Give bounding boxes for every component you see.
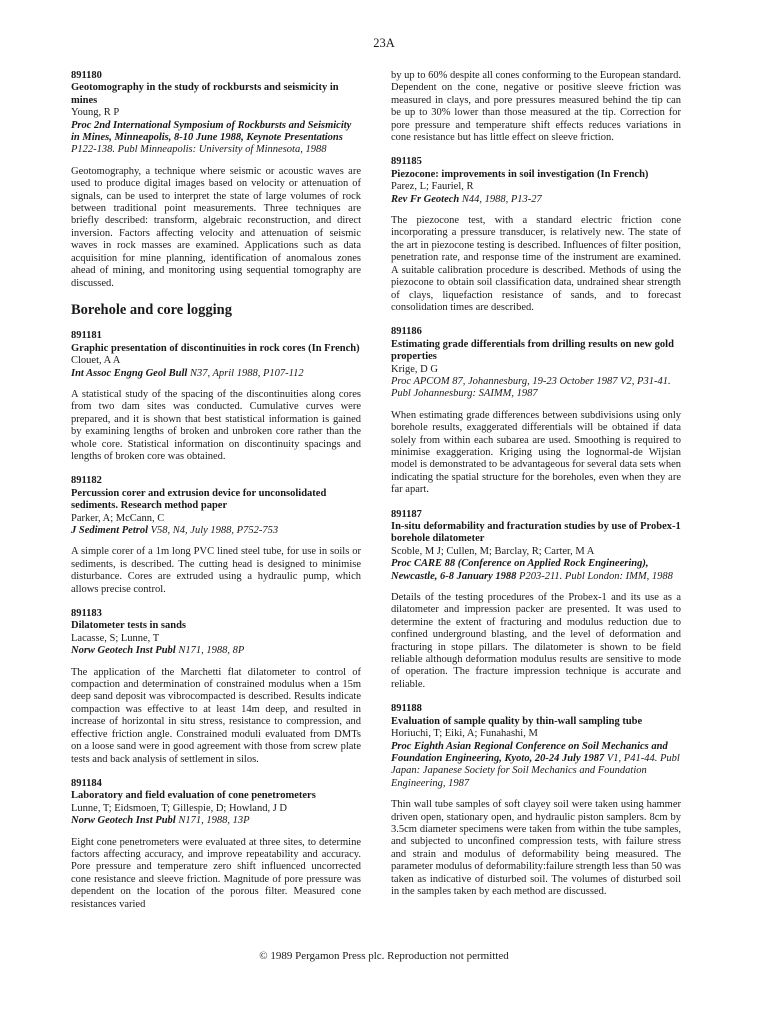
entry-source-bold: Norw Geotech Inst Publ bbox=[71, 815, 176, 827]
entry-id: 891187 bbox=[391, 508, 422, 520]
entry-891188 bbox=[391, 703, 681, 898]
entry-authors: Krige, D G bbox=[391, 363, 438, 375]
entry-891186 bbox=[391, 326, 681, 496]
entry-abstract: A statistical study of the spacing of the discontinuities along cores from two dam sites was conducted. Cumulative curves were prepared, and it is shown that best statistical information is gained by examining lengths of broken and unbroken core rather than the whole core. Statistical information on discontinuity spacings and lengths of broken core was obtained. bbox=[71, 388, 361, 462]
entry-abstract: Details of the testing procedures of the Probex-1 and its use as a dilatometer and impression packer are presented. It was used to determine the extent of fracturing and modulus reduction due to confined underground blasting, and the level of deformation and fracturing in stope pillars. The dilatometer is shown to be field reliable although deformation modulus results are sensitive to mode of operation. The fracture impression technique is accurate and reliable. bbox=[391, 592, 681, 690]
entry-source-rest: N171, 1988, 13P bbox=[175, 815, 250, 827]
entry-891183 bbox=[71, 608, 361, 766]
entry-source-rest: V58, N4, July 1988, P752-753 bbox=[148, 525, 279, 536]
entry-abstract: A simple corer of a 1m long PVC lined steel tube, for use in soils or sediments, is described. The cutting head is designed to minimise disturbance. Cores are extruded using a hydraulic pump, which allows precise control. bbox=[71, 546, 361, 595]
entry-title: Laboratory and field evaluation of cone penetrometers bbox=[71, 790, 316, 802]
entry-source-rest: N37, April 1988, P107-112 bbox=[187, 367, 304, 379]
entry-id: 891180 bbox=[71, 70, 102, 81]
entry-authors: Young, R P bbox=[71, 107, 120, 119]
entry-id: 891183 bbox=[71, 608, 102, 620]
entry-891182 bbox=[71, 475, 361, 596]
entry-authors: Scoble, M J; Cullen, M; Barclay, R; Carter, M A bbox=[391, 545, 595, 557]
entry-891187 bbox=[391, 509, 681, 692]
entry-id: 891181 bbox=[71, 330, 102, 342]
entry-source-bold: Norw Geotech Inst Publ bbox=[71, 645, 176, 657]
entry-source bbox=[71, 815, 361, 827]
entry-abstract: Geotomography, a technique where seismic or acoustic waves are used to produce digital images based on velocity or attenuation of signals, can be used to interpret the state of large volumes of rock between traditional point measurements. Three techniques are briefly described: transform, algebraic reconstruction, and direct inversion. Factors affecting velocity and attenuation of seismic waves in rock masses are examined. Applications such as data acquisition for mine planning, identification of anomalous zones ahead of mining, and monitoring using sequential tomography are discussed. bbox=[71, 165, 361, 289]
left-column bbox=[71, 70, 361, 923]
entry-title: Piezocone: improvements in soil investigation (In French) bbox=[391, 168, 649, 180]
entry-891185 bbox=[391, 156, 681, 314]
copyright-footer: © 1989 Pergamon Press plc. Reproduction not permitted bbox=[259, 950, 509, 962]
entry-title: Dilatometer tests in sands bbox=[71, 620, 187, 632]
entry-source bbox=[391, 741, 681, 791]
entry-891184 bbox=[71, 778, 361, 911]
entry-source-rest: Proc APCOM 87, Johannesburg, 19-23 October 1987 V2, P31-41. Publ Johannesburg: SAIMM, 1987 bbox=[391, 375, 671, 400]
entry-id: 891184 bbox=[71, 777, 102, 789]
entry-source-rest: N171, 1988, 8P bbox=[175, 645, 245, 657]
entry-authors: Parez, L; Fauriel, R bbox=[391, 181, 474, 193]
entry-source-rest: P203-211. Publ London: IMM, 1988 bbox=[516, 570, 673, 582]
entry-title: Evaluation of sample quality by thin-wall sampling tube bbox=[391, 715, 643, 727]
entry-source bbox=[391, 376, 681, 401]
section-heading: Borehole and core logging bbox=[71, 301, 232, 318]
entry-891184-continuation: by up to 60% despite all cones conforming to the European standard. Dependent on the cone, negative or positive sleeve friction was measured in clays, and pore pressures measured behind the tip can be up to 30% lower than those measured at the tip. Correction for pore pressure and temperature shift effects reduces variations in cone resistance but has little effect on sleeve friction. bbox=[391, 70, 681, 144]
entry-title: Percussion corer and extrusion device for unconsolidated sediments. Research method paper bbox=[71, 487, 327, 512]
entry-source bbox=[71, 368, 361, 380]
entry-891180 bbox=[71, 70, 361, 290]
entry-source-bold: Rev Fr Geotech bbox=[391, 193, 460, 205]
entry-source-bold: Proc Eighth Asian Regional Conference on Soil Mechanics and Foundation Engineering, Kyoto, 20-24 July 1987 bbox=[391, 740, 668, 764]
entry-source bbox=[391, 194, 681, 206]
entry-authors: Lunne, T; Eidsmoen, T; Gillespie, D; Howland, J D bbox=[71, 802, 288, 814]
entry-891181 bbox=[71, 330, 361, 463]
page-number: 23A bbox=[373, 36, 395, 50]
entry-id: 891188 bbox=[391, 703, 422, 715]
entry-authors: Clouet, A A bbox=[71, 355, 121, 367]
entry-abstract: The piezocone test, with a standard electric friction cone incorporating a pressure transducer, is relatively new. The state of the art in piezocone testing is described. Influences of filter position, penetration rate, and response time of the instrument are examined. A suitable calibration procedure is described. Methods of using the piezocone to obtain soil classification data, undrained shear strength of clays, liquefaction resistance of sands, and to forecast consolidation times are described. bbox=[391, 215, 681, 313]
entry-source-bold: Proc CARE 88 (Conference on Applied Rock Engineering), Newcastle, 6-8 January 1988 bbox=[391, 558, 649, 582]
right-column bbox=[391, 70, 681, 910]
entry-source bbox=[71, 525, 361, 537]
entry-id: 891186 bbox=[391, 326, 422, 338]
entry-source-bold: J Sediment Petrol bbox=[71, 525, 148, 536]
entry-source-rest: P122-138. Publ Minneapolis: University of Minnesota, 1988 bbox=[71, 144, 327, 156]
entry-source-rest: V1, P41-44. Publ Japan: Japanese Society for Soil Mechanics and Foundation Engineering, 1987 bbox=[391, 752, 680, 789]
entry-id: 891185 bbox=[391, 156, 422, 168]
entry-source bbox=[71, 120, 361, 157]
entry-authors: Parker, A; McCann, C bbox=[71, 512, 165, 524]
entry-source-bold: Proc 2nd International Symposium of Rockbursts and Seismicity in Mines, Minneapolis, 8-10 June 1988, Keynote Presentations bbox=[71, 119, 352, 144]
entry-authors: Lacasse, S; Lunne, T bbox=[71, 632, 160, 644]
entry-source-bold: Int Assoc Engng Geol Bull bbox=[71, 367, 188, 379]
entry-title: Geotomography in the study of rockbursts and seismicity in mines bbox=[71, 82, 339, 106]
entry-title: In-situ deformability and fracturation studies by use of Probex-1 borehole dilatometer bbox=[391, 521, 681, 545]
entry-abstract: The application of the Marchetti flat dilatometer to control of compaction and determination of constrained modulus when a 15m deep sand deposit was vibrocompacted is described. Results indicate compaction was effective to at least 14m deep, and resulted in increase of horizontal in situ stress, resistance to compression, and effective friction angle. Constrained moduli evaluated from DMTs on a loose sand were in good agreement with those from screw plate tests and back analysis of settlement in silos. bbox=[71, 666, 361, 765]
entry-source-rest: N44, 1988, P13-27 bbox=[459, 193, 542, 205]
entry-abstract: Eight cone penetrometers were evaluated at three sites, to determine factors affecting accuracy, and improve repeatability and accuracy. Pore pressure and temperature zero shift influenced uncorrected cone resistance and sleeve friction. Magnitude of pore pressure was dependent on the location of the porous filter. Measured cone resistances varied bbox=[71, 836, 361, 910]
entry-authors: Horiuchi, T; Eiki, A; Funahashi, M bbox=[391, 728, 538, 740]
entry-source bbox=[391, 558, 681, 583]
entry-id: 891182 bbox=[71, 475, 102, 487]
entry-source bbox=[71, 645, 361, 657]
entry-abstract: Thin wall tube samples of soft clayey soil were taken using hammer driven open, stationary open, and hydraulic piston samplers. 8cm by 3.5cm diameter specimens were taken from within the tube samples, and subjected to unconfined compression tests, with failure stress and strain and modulus of deformability being measured. The parameter modulus of deformability:failure strength less than 50 was taken as indicative of disturbed soil. The volumes of disturbed soil in the samples taken by each method are discussed. bbox=[391, 799, 681, 897]
entry-title: Graphic presentation of discontinuities in rock cores (In French) bbox=[71, 342, 360, 354]
entry-abstract: When estimating grade differences between subdivisions using only borehole results, exaggerated differentials will be obtained if data solely from within each subarea are used. Smoothing is required to minimise exaggeration. Kriging using the lognormal-de Wijsian model is demonstrated to be advantageous for several data sets when indicating the spatial structure for the boreholes, even when they are far apart. bbox=[391, 409, 681, 496]
entry-title: Estimating grade differentials from drilling results on new gold properties bbox=[391, 338, 674, 363]
